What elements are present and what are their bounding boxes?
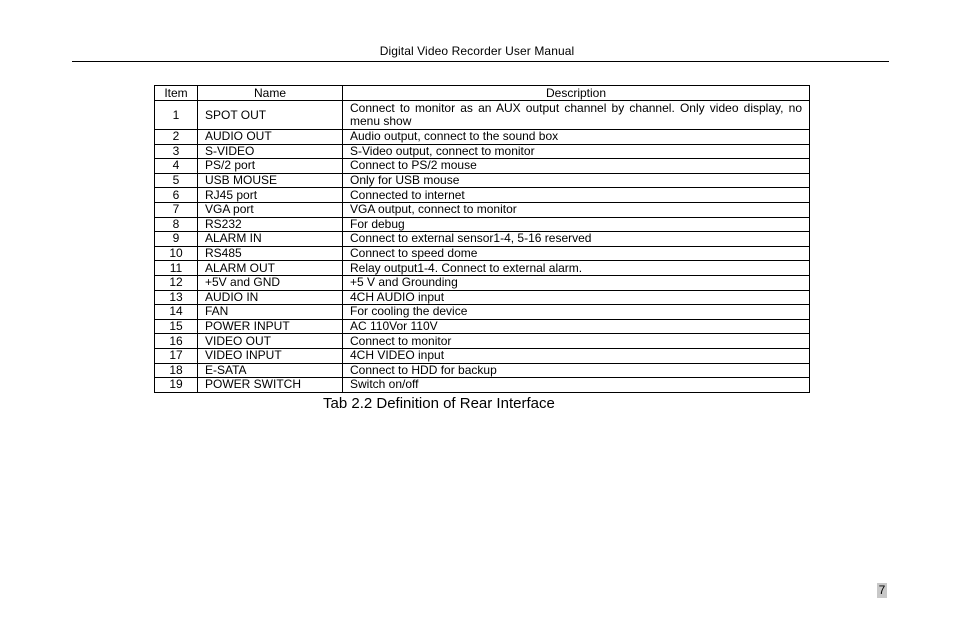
header-title: Digital Video Recorder User Manual [379,44,575,58]
row-name-cell: VIDEO OUT [198,334,343,349]
row-item-cell: 17 [155,348,198,363]
row-item-cell: 13 [155,290,198,305]
rear-interface-table [154,85,810,393]
column-header-item: Item [155,86,198,101]
table-row [155,319,810,334]
row-description-cell: For cooling the device [343,305,810,320]
row-item-cell: 19 [155,378,198,393]
table-row [155,202,810,217]
table-row [155,173,810,188]
table-row [155,217,810,232]
table-row [155,246,810,261]
row-name-cell: POWER SWITCH [198,378,343,393]
row-item-cell: 9 [155,232,198,247]
table-row [155,334,810,349]
row-name-cell: ALARM OUT [198,261,343,276]
row-description-cell: VGA output, connect to monitor [343,202,810,217]
row-name-cell: S-VIDEO [198,144,343,159]
row-description-cell: S-Video output, connect to monitor [343,144,810,159]
header-rule [72,61,889,62]
table-row [155,305,810,320]
row-name-cell: FAN [198,305,343,320]
row-description-cell: Connected to internet [343,188,810,203]
row-description-cell: Connect to monitor [343,334,810,349]
table-row [155,261,810,276]
table-row [155,348,810,363]
table-caption: Tab 2.2 Definition of Rear Interface [323,395,555,412]
row-description-cell: Connect to HDD for backup [343,363,810,378]
table-row [155,144,810,159]
row-description-cell: Connect to external sensor1-4, 5-16 reserved [343,232,810,247]
row-item-cell: 2 [155,130,198,145]
row-description-cell: 4CH AUDIO input [343,290,810,305]
row-description-cell: Connect to speed dome [343,246,810,261]
row-item-cell: 1 [155,101,198,130]
column-header-name: Name [198,86,343,101]
row-item-cell: 16 [155,334,198,349]
row-name-cell: +5V and GND [198,275,343,290]
row-name-cell: SPOT OUT [198,101,343,130]
row-description-cell: +5 V and Grounding [343,275,810,290]
row-item-cell: 5 [155,173,198,188]
page-number: 7 [878,583,886,597]
row-name-cell: RS232 [198,217,343,232]
row-name-cell: RJ45 port [198,188,343,203]
row-description-cell: Relay output1-4. Connect to external alarm. [343,261,810,276]
row-name-cell: AUDIO OUT [198,130,343,145]
row-item-cell: 12 [155,275,198,290]
row-description-cell: For debug [343,217,810,232]
table-row [155,159,810,174]
row-item-cell: 6 [155,188,198,203]
row-description-cell: 4CH VIDEO input [343,348,810,363]
row-name-cell: RS485 [198,246,343,261]
row-item-cell: 18 [155,363,198,378]
table-row [155,188,810,203]
row-item-cell: 8 [155,217,198,232]
row-description-cell: Connect to monitor as an AUX output channel by channel. Only video display, no menu show [343,101,810,130]
row-description-cell: Connect to PS/2 mouse [343,159,810,174]
row-item-cell: 7 [155,202,198,217]
row-item-cell: 15 [155,319,198,334]
row-name-cell: USB MOUSE [198,173,343,188]
row-name-cell: POWER INPUT [198,319,343,334]
row-description-cell: Switch on/off [343,378,810,393]
table-row [155,101,810,130]
table-row [155,130,810,145]
table-row [155,290,810,305]
row-name-cell: VGA port [198,202,343,217]
row-item-cell: 3 [155,144,198,159]
row-name-cell: AUDIO IN [198,290,343,305]
table-row [155,378,810,393]
row-name-cell: ALARM IN [198,232,343,247]
table-row [155,275,810,290]
row-item-cell: 10 [155,246,198,261]
table-row [155,363,810,378]
table-body [155,101,810,393]
row-description-cell: AC 110Vor 110V [343,319,810,334]
row-name-cell: E-SATA [198,363,343,378]
row-name-cell: VIDEO INPUT [198,348,343,363]
row-name-cell: PS/2 port [198,159,343,174]
row-item-cell: 11 [155,261,198,276]
row-item-cell: 4 [155,159,198,174]
table-header-row [155,86,810,101]
table-row [155,232,810,247]
row-item-cell: 14 [155,305,198,320]
row-description-cell: Audio output, connect to the sound box [343,130,810,145]
column-header-description: Description [343,86,810,101]
row-description-cell: Only for USB mouse [343,173,810,188]
